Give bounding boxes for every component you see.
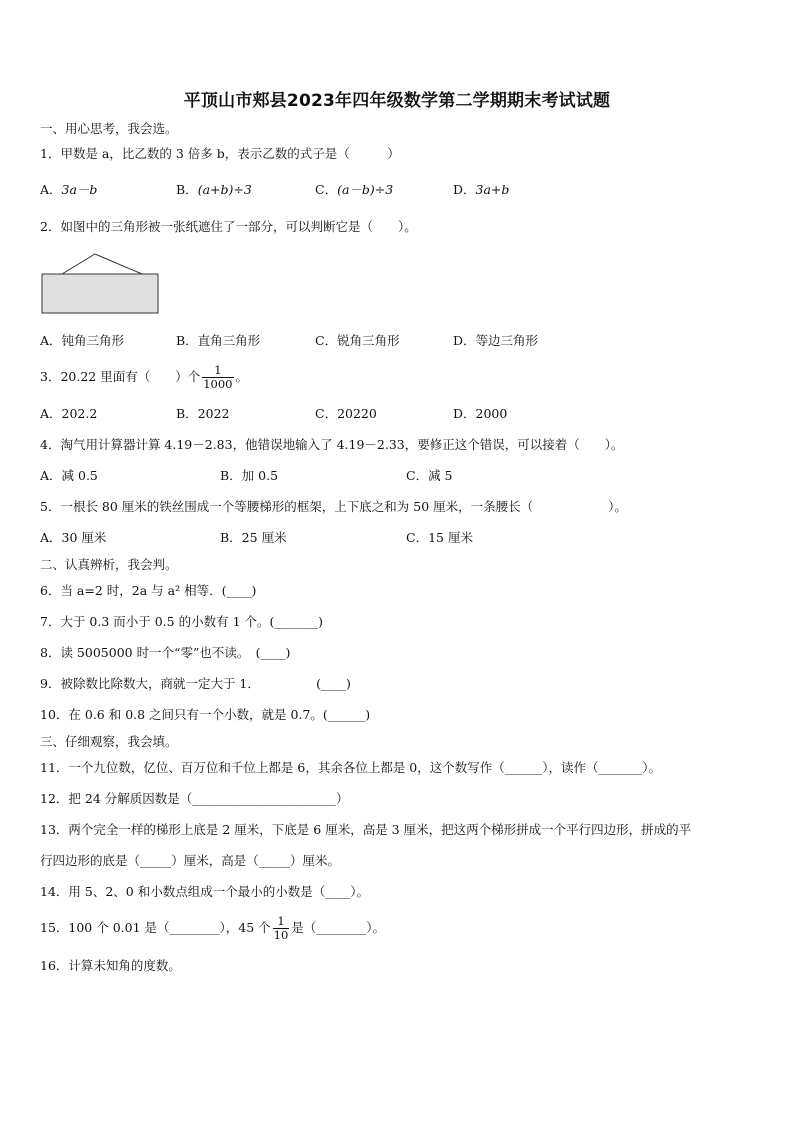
question-1: 1．甲数是 a，比乙数的 3 倍多 b，表示乙数的式子是（ ）	[40, 146, 400, 161]
q2-option-c: C．锐角三角形	[315, 333, 400, 348]
question-6: 6．当 a=2 时，2a 与 a² 相等．(____)	[40, 583, 257, 598]
covered-triangle-figure	[38, 250, 164, 318]
question-9: 9．被除数比除数大，商就一定大于 1． (____)	[40, 676, 351, 691]
page-title: 平顶山市郏县2023年四年级数学第二学期期末考试试题	[183, 91, 611, 111]
q4-option-a: A．减 0.5	[40, 468, 98, 483]
q5-option-b: B．25 厘米	[220, 530, 287, 545]
triangle-top-edges	[62, 254, 142, 274]
q2-option-b: B．直角三角形	[176, 333, 261, 348]
q1-option-b: B．(a+b)÷3	[176, 182, 252, 197]
q4-option-c: C．减 5	[406, 468, 453, 483]
question-14: 14．用 5、2、0 和小数点组成一个最小的小数是（____）。	[40, 884, 369, 899]
q1-option-d: D．3a+b	[453, 182, 510, 197]
question-11: 11．一个九位数，亿位、百万位和千位上都是 6，其余各位上都是 0，这个数写作（______），读作（_______）。	[40, 760, 662, 775]
question-5: 5．一根长 80 厘米的铁丝围成一个等腰梯形的框架，上下底之和为 50 厘米，一条腰长（ ）。	[40, 499, 627, 514]
question-12: 12．把 24 分解质因数是（_______________________）	[40, 791, 349, 806]
section-2-heading: 二、认真辨析，我会判。	[40, 557, 178, 572]
q1-option-a: A．3a－b	[40, 182, 98, 197]
question-13-line-2: 行四边形的底是（_____）厘米，高是（_____）厘米。	[40, 853, 341, 868]
question-13-line-1: 13．两个完全一样的梯形上底是 2 厘米，下底是 6 厘米，高是 3 厘米，把这两个梯形拼成一个平行四边形，拼成的平	[40, 822, 692, 837]
q3-option-b: B．2022	[176, 406, 230, 421]
question-8: 8．读 5005000 时一个“零”也不读。 (____)	[40, 645, 291, 660]
q4-option-b: B．加 0.5	[220, 468, 279, 483]
q3-option-d: D．2000	[453, 406, 508, 421]
q2-option-a: A．钝角三角形	[40, 333, 125, 348]
cover-paper	[42, 274, 158, 313]
question-16: 16．计算未知角的度数。	[40, 958, 181, 973]
question-15: 15．100 个 0.01 是（________），45 个 $\frac{1}{10}$ 是（________）。	[40, 914, 386, 942]
question-10: 10．在 0.6 和 0.8 之间只有一个小数，就是 0.7。(______)	[40, 707, 371, 722]
q3-option-c: C．20220	[315, 406, 377, 421]
q2-option-d: D．等边三角形	[453, 333, 539, 348]
section-3-heading: 三、仔细观察，我会填。	[40, 734, 178, 749]
question-4: 4．淘气用计算器计算 4.19－2.83，他错误地输入了 4.19－2.33，要修正这个错误，可以接着（ ）。	[40, 437, 624, 452]
q5-option-a: A．30 厘米	[40, 530, 107, 545]
question-3: 3．20.22 里面有（ ）个 $\frac{1}{1000}$ 。	[40, 363, 249, 391]
fraction-1-over-1000: $\frac{1}{1000}$	[203, 363, 233, 391]
question-2: 2．如图中的三角形被一张纸遮住了一部分，可以判断它是（ ）。	[40, 219, 417, 234]
section-1-heading: 一、用心思考，我会选。	[40, 121, 178, 136]
fraction-1-over-10: $\frac{1}{10}$	[273, 914, 289, 942]
q3-option-a: A．202.2	[40, 406, 98, 421]
q5-option-c: C．15 厘米	[406, 530, 473, 545]
q1-option-c: C．(a－b)÷3	[315, 182, 394, 197]
question-7: 7．大于 0.3 而小于 0.5 的小数有 1 个。(_______)	[40, 614, 324, 629]
